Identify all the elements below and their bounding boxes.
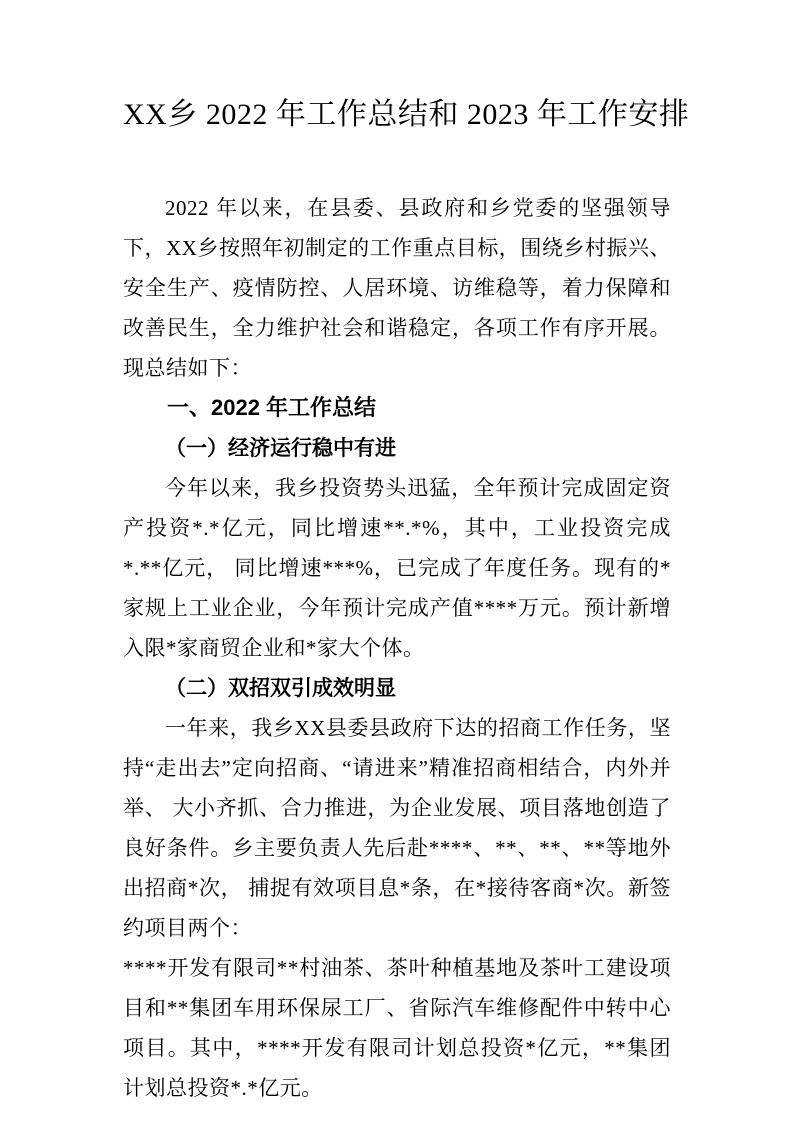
paragraph-economy: 今年以来，我乡投资势头迅猛，全年预计完成固定资产投资*.*亿元，同比增速**.*%，其中，工业投资完成*.**亿元， 同比增速***%，已完成了年度任务。现有的*家规上工业企业，今年预计完成产值****万元。预计新增入限*家商贸企业和*家大个体。 bbox=[123, 476, 671, 660]
document-title: XX乡 2022 年工作总结和 2023 年工作安排 bbox=[123, 98, 690, 131]
paragraph-investment-attraction: 一年来，我乡XX县委县政府下达的招商工作任务，坚持“走出去”定向招商、“请进来”精准招商相结合，内外并举、 大小齐抓、合力推进，为企业发展、项目落地创造了良好条件。乡主要负责人先后赴****、**、**、**等地外出招商*次， 捕捉有效项目息*条，在*接待客商*次。新签约项目两个： bbox=[123, 716, 671, 940]
subsection-heading-investment-attraction: （二）双招双引成效明显 bbox=[165, 676, 396, 700]
section-heading-2022-work-summary: 一、2022 年工作总结 bbox=[167, 395, 377, 420]
subsection-heading-economy: （一）经济运行稳中有进 bbox=[165, 436, 396, 460]
paragraph-intro: 2022 年以来，在县委、县政府和乡党委的坚强领导下，XX乡按照年初制定的工作重点目标，围绕乡村振兴、安全生产、疫情防控、人居环境、访维稳等，着力保障和改善民生，全力维护社会和谐稳定，各项工作有序开展。现总结如下： bbox=[123, 196, 671, 380]
paragraph-signed-projects: ****开发有限司**村油茶、茶叶种植基地及茶叶工建设项目和**集团车用环保尿工厂、省际汽车维修配件中转中心项目。其中，****开发有限司计划总投资*亿元，**集团计划总投资*.*亿元。 bbox=[123, 956, 671, 1100]
